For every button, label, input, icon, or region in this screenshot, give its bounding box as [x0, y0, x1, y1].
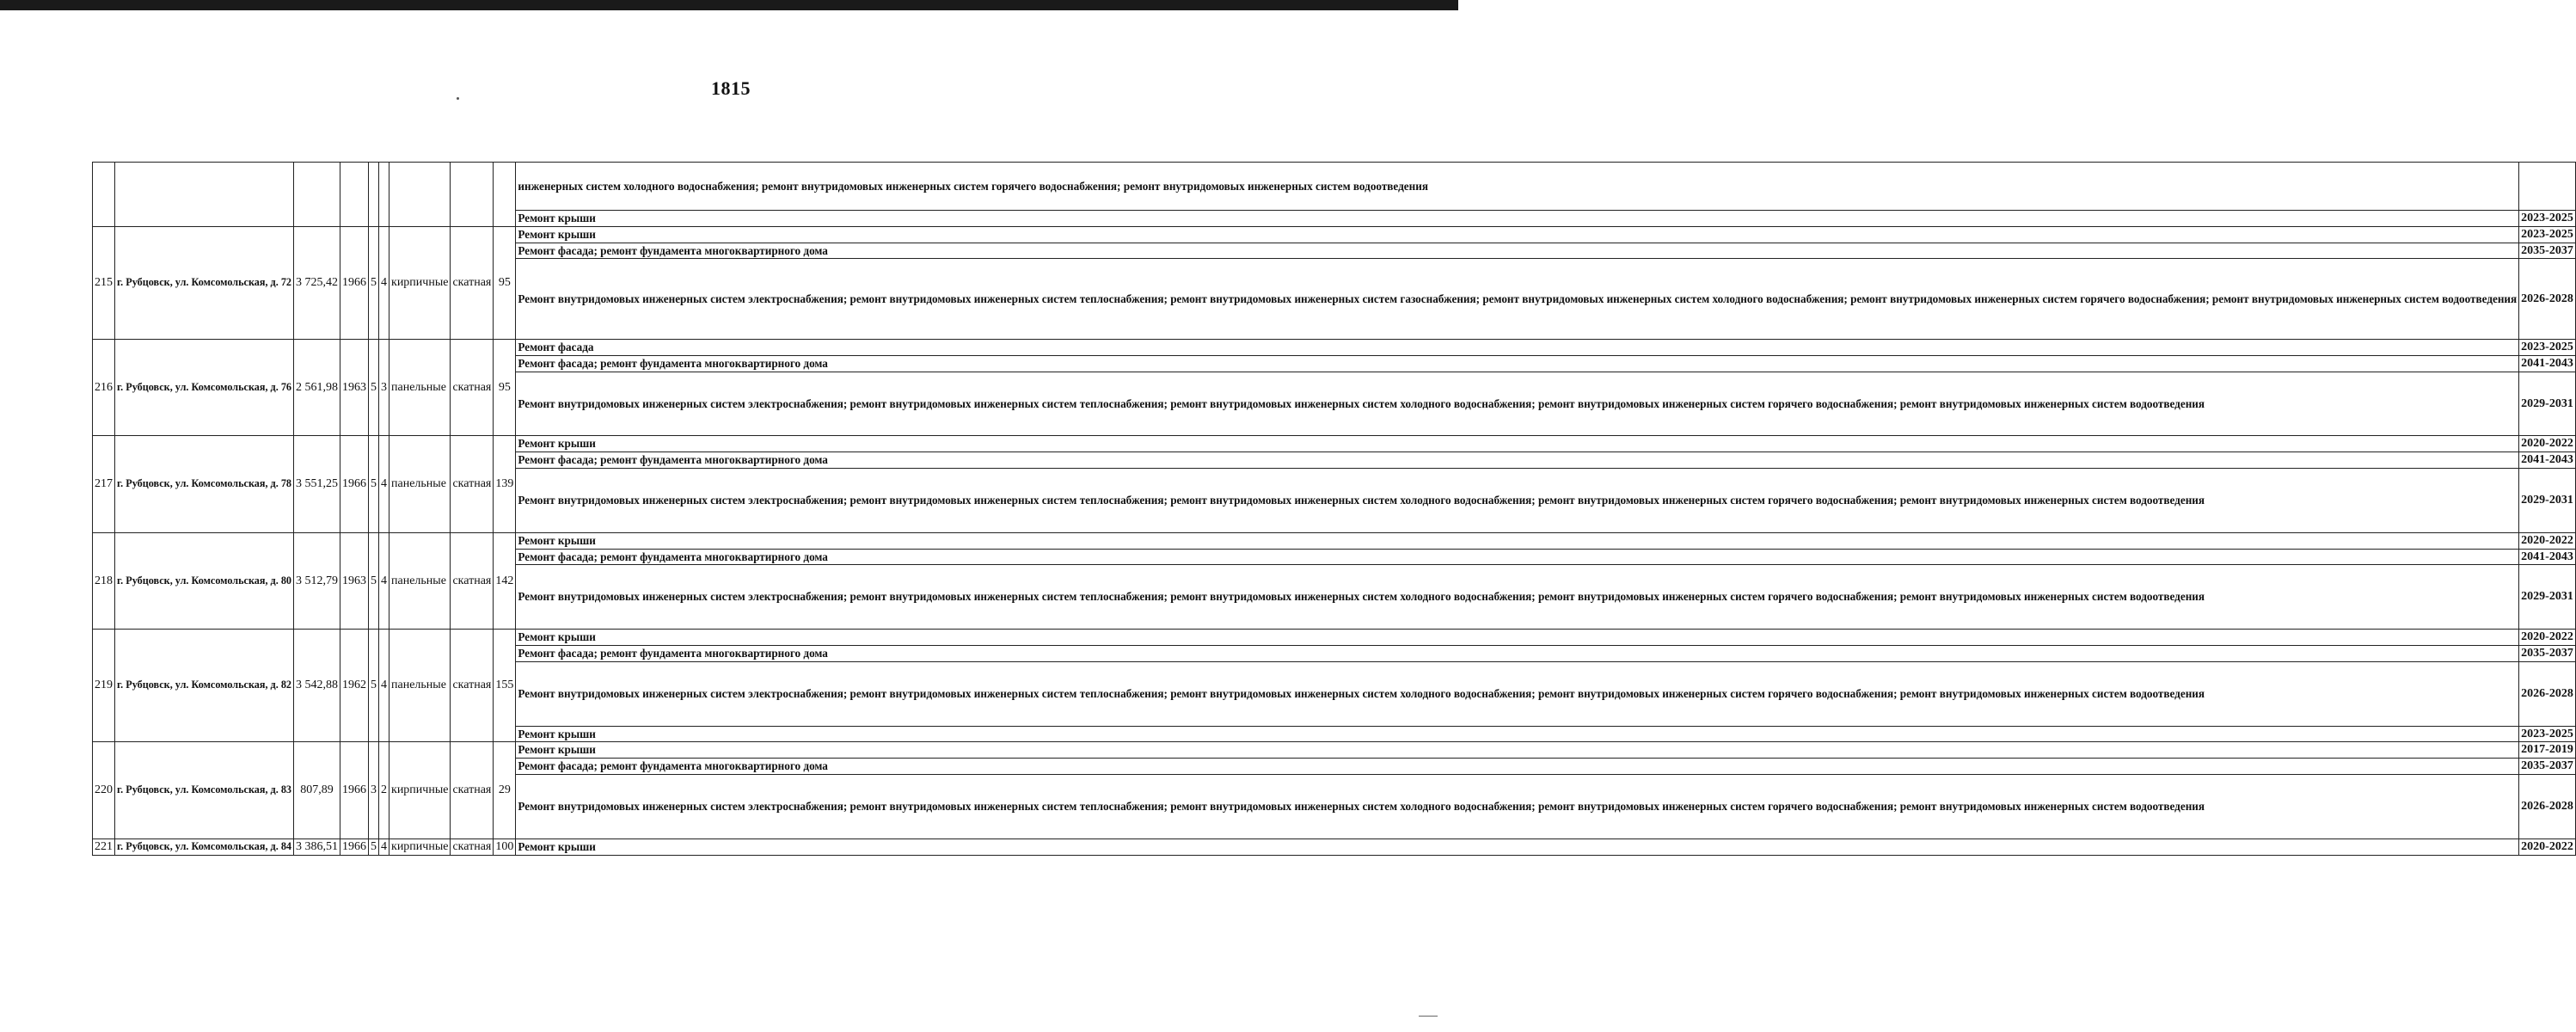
- work-period: 2041-2043: [2519, 355, 2576, 372]
- work-description: Ремонт внутридомовых инженерных систем электроснабжения; ремонт внутридомовых инженерных систем теплоснабжения; ремонт внутридомовых инженерных систем холодного водоснабжения; ремонт внутридомовых инженерных систем горячего водоснабжения; ремонт внутридомовых инженерных систем водоотведения: [516, 468, 2519, 532]
- build-year: 1963: [340, 532, 369, 629]
- work-description: Ремонт крыши: [516, 532, 2519, 549]
- wall-material: кирпичные: [389, 838, 451, 855]
- work-description: Ремонт крыши: [516, 630, 2519, 646]
- entrance-count: 4: [379, 838, 389, 855]
- building-area: 3 386,51: [294, 838, 340, 855]
- resident-count: 95: [494, 226, 516, 339]
- entrance-count: 4: [379, 226, 389, 339]
- roof-type: скатная: [451, 339, 494, 435]
- wall-material: панельные: [389, 436, 451, 532]
- building-address: г. Рубцовск, ул. Комсомольская, д. 82: [115, 630, 294, 742]
- building-address: г. Рубцовск, ул. Комсомольская, д. 78: [115, 436, 294, 532]
- build-year: 1962: [340, 630, 369, 742]
- floor-count: 5: [369, 436, 379, 532]
- table-row: [93, 630, 2576, 646]
- table-row: [93, 436, 2576, 452]
- roof-type: скатная: [451, 436, 494, 532]
- work-description: Ремонт внутридомовых инженерных систем электроснабжения; ремонт внутридомовых инженерных систем теплоснабжения; ремонт внутридомовых инженерных систем холодного водоснабжения; ремонт внутридомовых инженерных систем горячего водоснабжения; ремонт внутридомовых инженерных систем водоотведения: [516, 372, 2519, 436]
- work-period: 2026-2028: [2519, 661, 2576, 726]
- entrance-count: 4: [379, 532, 389, 629]
- wall-material: кирпичные: [389, 742, 451, 838]
- work-period: 2026-2028: [2519, 774, 2576, 838]
- empty-cell: [389, 163, 451, 227]
- work-period: 2023-2025: [2519, 211, 2576, 227]
- entrance-count: 3: [379, 339, 389, 435]
- table-row: [93, 226, 2576, 243]
- resident-count: 29: [494, 742, 516, 838]
- table-row: [93, 163, 2576, 211]
- build-year: 1966: [340, 226, 369, 339]
- work-description: Ремонт крыши: [516, 838, 2519, 855]
- building-area: 807,89: [294, 742, 340, 838]
- floor-count: 5: [369, 838, 379, 855]
- table-row: [93, 742, 2576, 759]
- work-description: Ремонт фасада; ремонт фундамента многоквартирного дома: [516, 759, 2519, 775]
- work-period: 2017-2019: [2519, 742, 2576, 759]
- build-year: 1963: [340, 339, 369, 435]
- roof-type: скатная: [451, 630, 494, 742]
- row-number: 220: [93, 742, 115, 838]
- empty-cell: [93, 163, 115, 227]
- empty-cell: [340, 163, 369, 227]
- work-description: Ремонт внутридомовых инженерных систем электроснабжения; ремонт внутридомовых инженерных систем теплоснабжения; ремонт внутридомовых инженерных систем газоснабжения; ремонт внутридомовых инженерных систем холодного водоснабжения; ремонт внутридомовых инженерных систем горячего водоснабжения; ремонт внутридомовых инженерных систем водоотведения: [516, 259, 2519, 340]
- row-number: 216: [93, 339, 115, 435]
- work-period: 2035-2037: [2519, 645, 2576, 661]
- scan-mark: [1419, 1016, 1438, 1017]
- empty-cell: [369, 163, 379, 227]
- work-description: Ремонт крыши: [516, 726, 2519, 742]
- work-description: Ремонт фасада; ремонт фундамента многоквартирного дома: [516, 355, 2519, 372]
- work-period: 2020-2022: [2519, 630, 2576, 646]
- work-period: 2029-2031: [2519, 468, 2576, 532]
- work-period: 2023-2025: [2519, 226, 2576, 243]
- building-area: 2 561,98: [294, 339, 340, 435]
- floor-count: 5: [369, 339, 379, 435]
- wall-material: панельные: [389, 532, 451, 629]
- work-description: Ремонт фасада: [516, 339, 2519, 355]
- row-number: 219: [93, 630, 115, 742]
- work-description: Ремонт фасада; ремонт фундамента многоквартирного дома: [516, 243, 2519, 259]
- table-row: [93, 532, 2576, 549]
- floor-count: 5: [369, 226, 379, 339]
- work-period: 2020-2022: [2519, 436, 2576, 452]
- work-period: [2519, 163, 2576, 211]
- building-address: г. Рубцовск, ул. Комсомольская, д. 76: [115, 339, 294, 435]
- building-address: г. Рубцовск, ул. Комсомольская, д. 72: [115, 226, 294, 339]
- page-number: 1815: [711, 77, 751, 99]
- building-area: 3 542,88: [294, 630, 340, 742]
- roof-type: скатная: [451, 742, 494, 838]
- scan-speck: [457, 97, 459, 100]
- empty-cell: [115, 163, 294, 227]
- wall-material: панельные: [389, 630, 451, 742]
- empty-cell: [379, 163, 389, 227]
- work-period: 2035-2037: [2519, 759, 2576, 775]
- roof-type: скатная: [451, 532, 494, 629]
- scan-top-border: [0, 0, 1458, 10]
- work-description: Ремонт крыши: [516, 211, 2519, 227]
- floor-count: 5: [369, 630, 379, 742]
- work-period: 2023-2025: [2519, 726, 2576, 742]
- build-year: 1966: [340, 436, 369, 532]
- entrance-count: 4: [379, 630, 389, 742]
- work-description: Ремонт внутридомовых инженерных систем электроснабжения; ремонт внутридомовых инженерных систем теплоснабжения; ремонт внутридомовых инженерных систем холодного водоснабжения; ремонт внутридомовых инженерных систем горячего водоснабжения; ремонт внутридомовых инженерных систем водоотведения: [516, 661, 2519, 726]
- table-body: [93, 163, 2576, 856]
- table-row: [93, 838, 2576, 855]
- wall-material: панельные: [389, 339, 451, 435]
- work-description: Ремонт крыши: [516, 226, 2519, 243]
- work-description: Ремонт фасада; ремонт фундамента многоквартирного дома: [516, 549, 2519, 565]
- row-number: 221: [93, 838, 115, 855]
- building-address: г. Рубцовск, ул. Комсомольская, д. 80: [115, 532, 294, 629]
- work-period: 2041-2043: [2519, 549, 2576, 565]
- work-period: 2029-2031: [2519, 565, 2576, 630]
- resident-count: 142: [494, 532, 516, 629]
- work-description: Ремонт фасада; ремонт фундамента многоквартирного дома: [516, 645, 2519, 661]
- work-description: Ремонт крыши: [516, 742, 2519, 759]
- work-description: Ремонт внутридомовых инженерных систем электроснабжения; ремонт внутридомовых инженерных систем теплоснабжения; ремонт внутридомовых инженерных систем холодного водоснабжения; ремонт внутридомовых инженерных систем горячего водоснабжения; ремонт внутридомовых инженерных систем водоотведения: [516, 774, 2519, 838]
- work-description: Ремонт крыши: [516, 436, 2519, 452]
- work-period: 2041-2043: [2519, 452, 2576, 469]
- build-year: 1966: [340, 838, 369, 855]
- work-description: инженерных систем холодного водоснабжения; ремонт внутридомовых инженерных систем горячего водоснабжения; ремонт внутридомовых инженерных систем водоотведения: [516, 163, 2519, 211]
- work-description: Ремонт внутридомовых инженерных систем электроснабжения; ремонт внутридомовых инженерных систем теплоснабжения; ремонт внутридомовых инженерных систем холодного водоснабжения; ремонт внутридомовых инженерных систем горячего водоснабжения; ремонт внутридомовых инженерных систем водоотведения: [516, 565, 2519, 630]
- building-area: 3 725,42: [294, 226, 340, 339]
- work-period: 2023-2025: [2519, 339, 2576, 355]
- floor-count: 3: [369, 742, 379, 838]
- work-period: 2020-2022: [2519, 532, 2576, 549]
- empty-cell: [451, 163, 494, 227]
- resident-count: 155: [494, 630, 516, 742]
- work-period: 2029-2031: [2519, 372, 2576, 436]
- roof-type: скатная: [451, 838, 494, 855]
- housing-repair-table: [92, 162, 2576, 856]
- row-number: 215: [93, 226, 115, 339]
- resident-count: 100: [494, 838, 516, 855]
- resident-count: 95: [494, 339, 516, 435]
- work-period: 2020-2022: [2519, 838, 2576, 855]
- building-address: г. Рубцовск, ул. Комсомольская, д. 84: [115, 838, 294, 855]
- building-area: 3 512,79: [294, 532, 340, 629]
- building-address: г. Рубцовск, ул. Комсомольская, д. 83: [115, 742, 294, 838]
- entrance-count: 4: [379, 436, 389, 532]
- roof-type: скатная: [451, 226, 494, 339]
- resident-count: 139: [494, 436, 516, 532]
- work-description: Ремонт фасада; ремонт фундамента многоквартирного дома: [516, 452, 2519, 469]
- building-area: 3 551,25: [294, 436, 340, 532]
- entrance-count: 2: [379, 742, 389, 838]
- work-period: 2026-2028: [2519, 259, 2576, 340]
- build-year: 1966: [340, 742, 369, 838]
- wall-material: кирпичные: [389, 226, 451, 339]
- work-period: 2035-2037: [2519, 243, 2576, 259]
- row-number: 218: [93, 532, 115, 629]
- floor-count: 5: [369, 532, 379, 629]
- empty-cell: [494, 163, 516, 227]
- empty-cell: [294, 163, 340, 227]
- table-row: [93, 339, 2576, 355]
- row-number: 217: [93, 436, 115, 532]
